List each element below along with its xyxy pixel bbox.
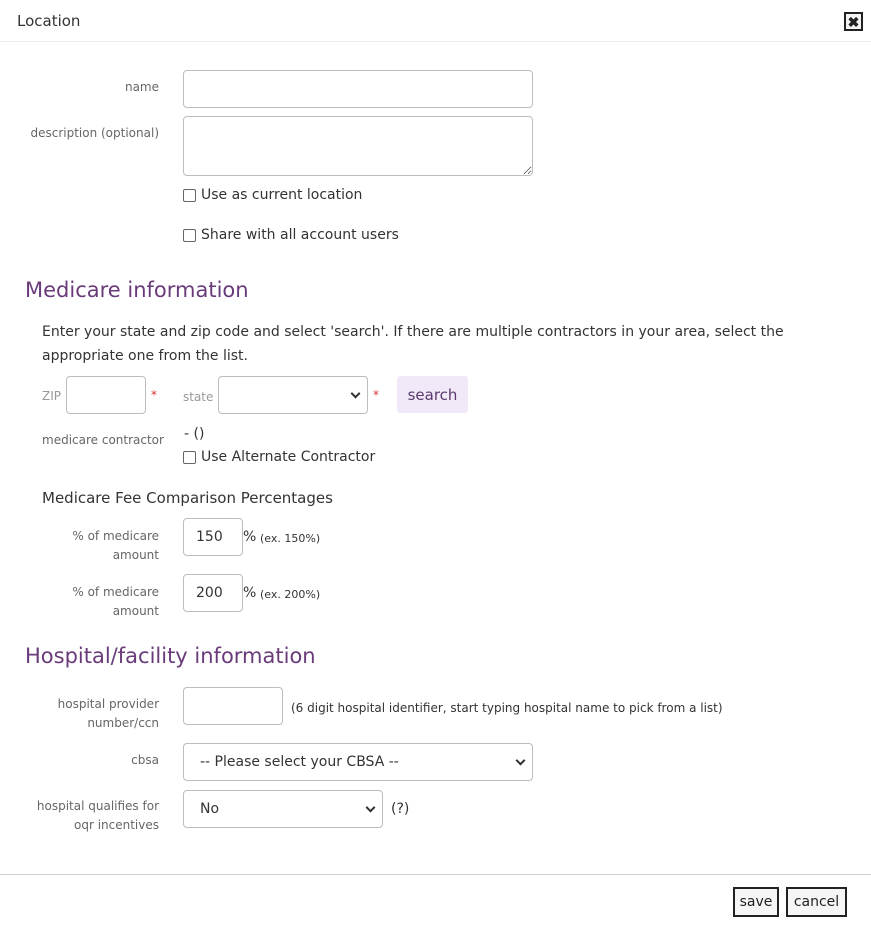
dialog-titlebar — [0, 0, 871, 42]
oqr-select[interactable] — [183, 790, 383, 828]
zip-input[interactable] — [66, 376, 146, 414]
share-with-users-row[interactable] — [183, 227, 399, 243]
state-select[interactable] — [218, 376, 368, 414]
medicare-section-title: Medicare information — [25, 278, 249, 302]
hospital-section-title: Hospital/facility information — [25, 644, 316, 668]
fee-comparison-heading: Medicare Fee Comparison Percentages — [42, 489, 333, 507]
chevron-down-icon — [366, 803, 376, 813]
share-with-users-checkbox[interactable] — [183, 229, 196, 242]
description-label: description (optional) — [30, 126, 159, 140]
medicare-instructions: Enter your state and zip code and select 'search'. If there are multiple contractors in your area, select the appropriate one from the list. — [42, 324, 784, 364]
description-input[interactable] — [183, 116, 533, 176]
search-button[interactable]: search — [397, 376, 468, 413]
use-current-location-row[interactable] — [183, 187, 362, 203]
state-label: state — [183, 390, 214, 404]
pct1-label: % of medicare amount — [72, 529, 159, 562]
zip-label: ZIP — [42, 389, 61, 403]
state-required-mark: * — [373, 388, 379, 402]
cbsa-label: cbsa — [131, 753, 159, 767]
alternate-contractor-label: Use Alternate Contractor — [201, 449, 376, 465]
footer-divider — [0, 874, 871, 875]
dialog-title: Location — [17, 12, 81, 30]
name-input[interactable] — [183, 70, 533, 108]
cancel-button[interactable]: cancel — [786, 887, 847, 917]
cbsa-select-value: -- Please select your CBSA -- — [200, 754, 399, 770]
pct2-input[interactable] — [183, 574, 243, 612]
pct2-label: % of medicare amount — [72, 585, 159, 618]
name-label: name — [124, 80, 159, 94]
pct1-hint: (ex. 150%) — [260, 532, 321, 545]
alternate-contractor-row[interactable] — [183, 449, 375, 465]
use-current-location-checkbox[interactable] — [183, 189, 196, 202]
provider-number-hint: (6 digit hospital identifier, start typing hospital name to pick from a list) — [291, 701, 723, 715]
share-with-users-label: Share with all account users — [201, 227, 399, 243]
oqr-help-link[interactable]: (?) — [391, 801, 410, 817]
provider-number-label: hospital provider number/ccn — [57, 697, 159, 730]
zip-required-mark: * — [151, 388, 157, 402]
pct1-input[interactable] — [183, 518, 243, 556]
oqr-label: hospital qualifies for oqr incentives — [36, 799, 159, 832]
chevron-down-icon — [351, 389, 361, 399]
pct2-hint: (ex. 200%) — [260, 588, 321, 601]
contractor-value: - () — [184, 426, 205, 442]
chevron-down-icon — [516, 756, 526, 766]
use-current-location-label: Use as current location — [201, 187, 363, 203]
pct2-percent-sign: % — [243, 585, 257, 601]
provider-number-input[interactable] — [183, 687, 283, 725]
close-icon: ✖ — [847, 13, 860, 30]
cbsa-select[interactable] — [183, 743, 533, 781]
save-button[interactable]: save — [733, 887, 779, 917]
contractor-label: medicare contractor — [42, 433, 164, 447]
pct1-percent-sign: % — [243, 529, 257, 545]
alternate-contractor-checkbox[interactable] — [183, 451, 196, 464]
oqr-select-value: No — [200, 801, 220, 817]
close-button[interactable] — [844, 12, 863, 31]
